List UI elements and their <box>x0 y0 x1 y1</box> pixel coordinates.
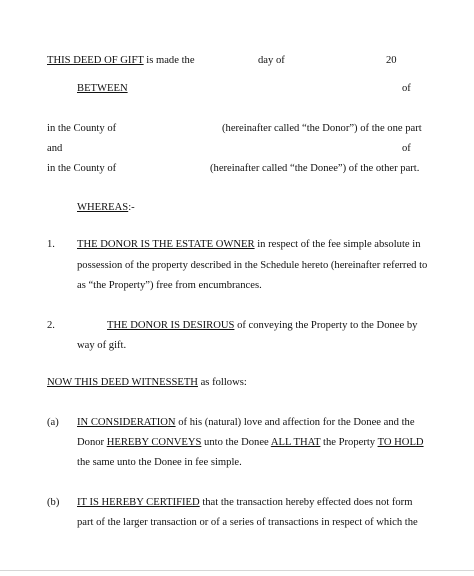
clause-b-label: (b) <box>47 497 60 508</box>
clause-b-line-1-rest: that the transaction hereby effected does not form <box>199 497 413 508</box>
county-label-2: in the County of <box>47 163 117 174</box>
donor-designation: (hereinafter called “the Donor”) of the one part <box>222 123 422 134</box>
recital-2-line-1 <box>107 321 417 332</box>
clause-a-consideration: IN CONSIDERATION <box>77 417 176 428</box>
recital-1-lead: THE DONOR IS THE ESTATE OWNER <box>77 239 255 250</box>
deed-heading-rest: is made the <box>143 55 195 66</box>
whereas-suffix: :- <box>128 202 135 213</box>
clause-a-the-property: the Property <box>320 437 378 448</box>
witnesseth-label: NOW THIS DEED WITNESSETH <box>47 377 198 388</box>
deed-year: 20 <box>386 55 397 66</box>
recital-2-number: 2. <box>47 320 55 331</box>
clause-a-line-1 <box>77 418 415 429</box>
and-label: and <box>47 143 63 154</box>
deed-day-of: day of <box>258 55 285 66</box>
clause-a-line-1-rest: of his (natural) love and affection for the Donee and the <box>175 417 415 428</box>
recital-2-lead: THE DONOR IS DESIROUS <box>107 320 235 331</box>
party-of-1: of <box>402 83 411 94</box>
recital-1-line-2: possession of the property described in the Schedule hereto (hereinafter referred to <box>77 260 428 271</box>
whereas-heading <box>77 203 135 214</box>
recital-1-line-3: as “the Property”) free from encumbrances. <box>77 280 262 291</box>
clause-a-unto: unto the Donee <box>201 437 271 448</box>
county-label-1: in the County of <box>47 123 117 134</box>
clause-b-line-1 <box>77 498 412 509</box>
clause-a-label: (a) <box>47 417 59 428</box>
recital-2-line-1-rest: of conveying the Property to the Donee by <box>234 320 418 331</box>
recital-1-number: 1. <box>47 239 55 250</box>
clause-a-all-that: ALL THAT <box>270 437 321 448</box>
deed-heading <box>47 56 195 67</box>
between-label: BETWEEN <box>77 83 128 94</box>
clause-a-donor: Donor <box>77 437 107 448</box>
clause-b-certified: IT IS HEREBY CERTIFIED <box>77 497 200 508</box>
clause-b-line-2: part of the larger transaction or of a series of transactions in respect of which the <box>77 517 418 528</box>
clause-a-line-3: the same unto the Donee in fee simple. <box>77 457 242 468</box>
whereas-label: WHEREAS <box>77 202 129 213</box>
party-of-2: of <box>402 143 411 154</box>
page-bottom-divider <box>0 570 474 571</box>
clause-a-line-2 <box>77 438 424 449</box>
recital-2-line-2: way of gift. <box>77 340 127 351</box>
recital-1-line-1-rest: in respect of the fee simple absolute in <box>254 239 421 250</box>
witnesseth-heading <box>47 378 247 389</box>
donee-designation: (hereinafter called “the Donee”) of the other part. <box>210 163 420 174</box>
deed-heading-title: THIS DEED OF GIFT <box>47 55 144 66</box>
recital-1-line-1 <box>77 240 421 251</box>
witnesseth-rest: as follows: <box>197 377 247 388</box>
clause-a-hereby-conveys: HEREBY CONVEYS <box>106 437 202 448</box>
clause-a-to-hold: TO HOLD <box>377 437 424 448</box>
